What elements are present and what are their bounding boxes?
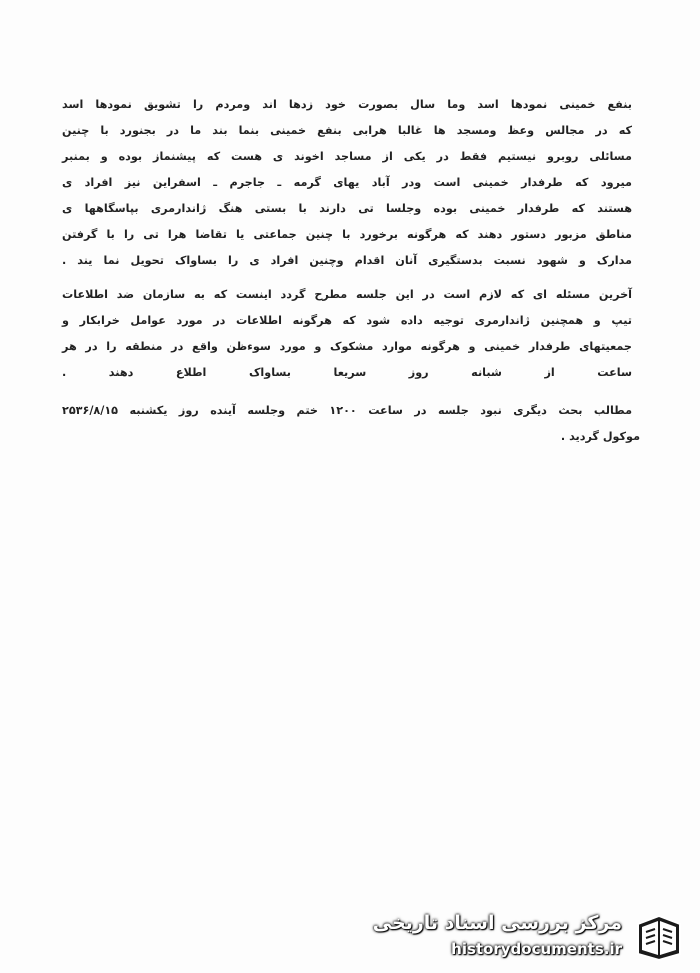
watermark-title: مرکز بررسی اسناد تاریخی	[372, 912, 622, 934]
watermark	[372, 906, 686, 966]
watermark-url: historydocuments.ir	[451, 940, 622, 958]
text-line: جمعیتهای طرفدار خمینی و هرگونه موارد مشکوک و مورد سوءظن واقع در منطقه را در هر	[62, 340, 632, 353]
text-line: هستند که طرفدار خمینی بوده وجلسا تی دارند با بستی هنگ ژاندارمری بپاسگاهها ی	[62, 202, 632, 215]
paragraph-3	[62, 398, 640, 450]
text-line: آخرین مسئله ای که لازم است در این جلسه مطرح گردد اینست که به سازمان ضد اطلاعات	[62, 288, 632, 301]
text-line: ساعت از شبانه روز سریعا بساواک اطلاع دهند .	[62, 366, 632, 379]
text-line: که در مجالس وعظ ومسجد ها غالبا هرابی بنفع خمینی بنما بند ما در بجنورد با چنین	[62, 124, 632, 137]
paragraph-1	[62, 92, 632, 274]
text-line: بنفع خمینی نمودها اسد وما سال بصورت خود زدها اند ومردم را تشویق نمودها اسد	[62, 98, 632, 111]
text-line: موکول گردید .	[560, 430, 640, 443]
text-line: میرود که طرفدار خمینی است ودر آباد یهای گرمه ـ جاجرم ـ اسفراین نیز افراد ی	[62, 176, 632, 189]
text-line: مناطق مزبور دستور دهند که هرگونه برخورد با چنین جماعتی یا تقاضا هرا تی را با گرفتن	[62, 228, 632, 241]
text-line: تیپ و همچنین ژاندارمری توجیه داده شود که هرگونه اطلاعات در مورد عوامل خرابکار و	[62, 314, 632, 327]
text-line: مدارک و شهود نسبت بدستگیری آنان اقدام وچنین افراد ی را بساواک تحویل نما یند .	[62, 254, 632, 267]
document-body	[62, 92, 640, 450]
text-line: مطالب بحث دیگری نبود جلسه در ساعت ۱۲۰۰ ختم وجلسه آینده روز یکشنبه ۲۵۳۶/۸/۱۵	[62, 404, 632, 417]
text-line: مسائلی روبرو نیستیم فقط در یکی از مساجد اخوند ی هست که پیشنماز بوده و بمنبر	[62, 150, 632, 163]
paragraph-2	[62, 282, 632, 386]
book-logo-icon	[632, 910, 686, 964]
